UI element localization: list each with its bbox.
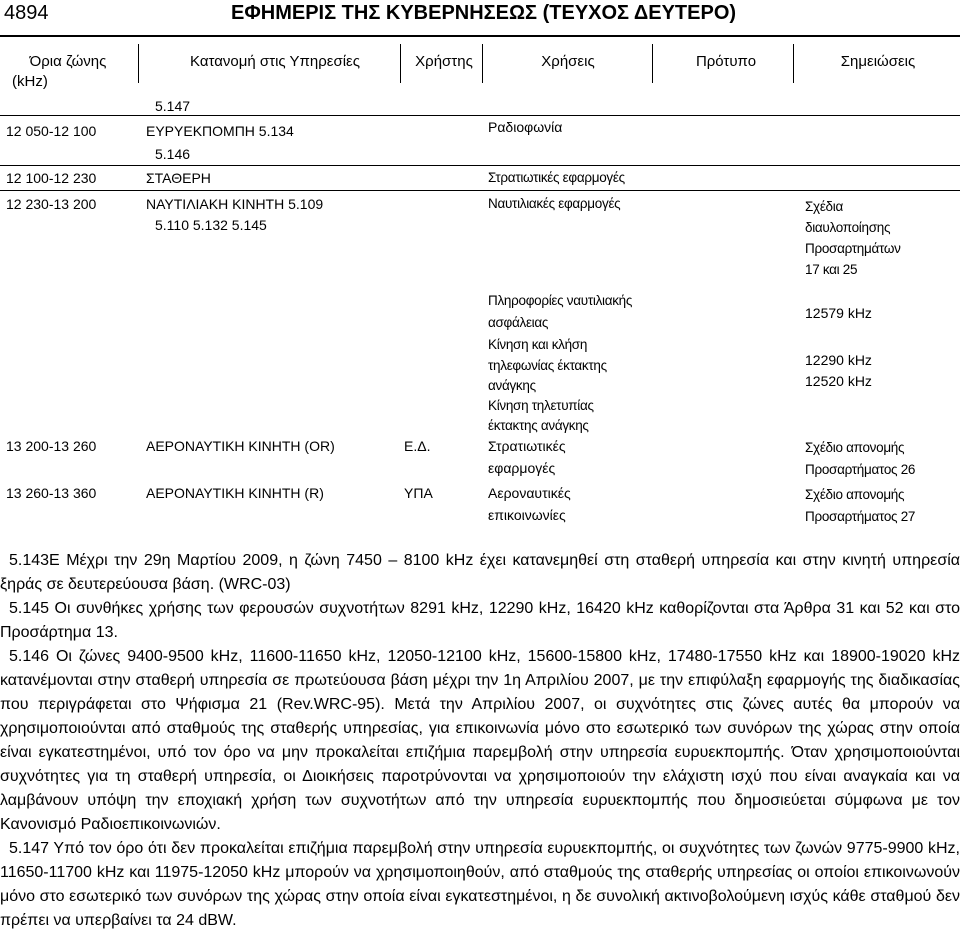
allocation-footnote: 5.146 (155, 146, 191, 162)
header-divider (793, 44, 794, 83)
column-header-band: Όρια ζώνης (kHz) (12, 53, 107, 90)
column-header-user: Χρήστης (415, 53, 473, 70)
use-description: επικοινωνίες (488, 507, 566, 523)
header-divider (482, 44, 483, 83)
use-description: ασφάλειας (488, 315, 549, 330)
use-description: έκτακτης ανάγκης (488, 418, 589, 433)
row-divider (0, 115, 960, 116)
frequency-note: 12520 kHz (805, 373, 872, 389)
footnote-5-143E: 5.143Ε Μέχρι την 29η Μαρτίου 2009, η ζώνη 7450 – 8100 kHz έχει κατανεμηθεί στη σταθερή υπηρεσία και στην κινητή υπηρεσία ξηράς σε δευτερεύουσα βάση. (WRC-03) (0, 552, 960, 593)
notes-cell: Προσαρτήματος 26 (805, 462, 916, 477)
column-header-standard: Πρότυπο (695, 53, 757, 70)
use-description: εφαρμογές (488, 460, 556, 476)
row-divider (0, 190, 960, 191)
use-description: Πληροφορίες ναυτιλιακής (488, 293, 633, 308)
header-divider (652, 44, 653, 83)
use-description: Στρατιωτικές (488, 438, 566, 454)
notes-cell: Σχέδιο απονομής (805, 440, 905, 455)
header-divider (138, 44, 139, 83)
row-divider (0, 165, 960, 166)
notes-cell: Σχέδια διαυλοποίησης Προσαρτημάτων 17 και 25 (805, 199, 901, 277)
use-description: Ναυτιλιακές εφαρμογές (488, 196, 621, 211)
use-description: ανάγκης (488, 378, 536, 393)
band-range: 12 230-13 200 (6, 196, 97, 212)
gazette-title: ΕΦΗΜΕΡΙΣ ΤΗΣ ΚΥΒΕΡΝΗΣΕΩΣ (ΤΕΥΧΟΣ ΔΕΥΤΕΡΟ) (231, 2, 737, 24)
frequency-allocation-table (0, 44, 960, 534)
use-description: Κίνηση τηλετυπίας (488, 398, 594, 413)
page-header (0, 0, 960, 32)
use-description: Αεροναυτικές (488, 485, 571, 501)
footnotes-section (0, 549, 960, 933)
user-entity: Ε.Δ. (404, 438, 431, 454)
band-range: 13 260-13 360 (6, 485, 97, 501)
allocation-footnote: 5.110 5.132 5.145 (155, 217, 267, 233)
header-rule (0, 35, 960, 37)
use-description: Κίνηση και κλήση (488, 337, 588, 352)
footnote-5-145: 5.145 Οι συνθήκες χρήσης των φερουσών συχνοτήτων 8291 kHz, 12290 kHz, 16420 kHz καθορίζονται στα Άρθρα 31 και 52 και στο Προσάρτημα 13. (0, 600, 960, 641)
band-range: 12 050-12 100 (6, 123, 97, 139)
column-header-uses: Χρήσεις (541, 53, 595, 70)
frequency-note: 12579 kHz (805, 305, 872, 321)
notes-cell: Προσαρτήματος 27 (805, 509, 916, 524)
page-number: 4894 (4, 2, 49, 24)
allocation-footnote: 5.147 (155, 98, 191, 114)
allocation-service: ΑΕΡΟΝΑΥΤΙΚΗ ΚΙΝΗΤΗ (OR) (146, 438, 335, 454)
band-range: 12 100-12 230 (6, 170, 97, 186)
user-entity: ΥΠΑ (404, 485, 433, 501)
footnote-5-146: 5.146 Οι ζώνες 9400-9500 kHz, 11600-11650 kHz, 12050-12100 kHz, 15600-15800 kHz, 17480-17550 kHz και 18900-19020 kHz κατανέμονται στην σταθερή υπηρεσία σε πρωτεύουσα βάση μέχρι την 1η Απριλίου 2007, με την επιφύλαξη εφαρμογής της διαδικασίας που περιγράφεται στο Ψήφισμα 21 (Rev.WRC-95). Μετά την Απριλίου 2007, οι συχνότητες στις ζώνες αυτές θα μπορούν να χρησιμοποιούνται από σταθμούς της σταθερής υπηρεσίας, για επικοινωνία μόνο στο εσωτερικό των συνόρων της χώρας στην οποία είναι εγκατεστημένοι, υπό τον όρο να μην προκαλείται επιζήμια παρεμβολή στην υπηρεσία ευρυεκπομπής. Όταν χρησιμοποιούνται συχνότητες για τη σταθερή υπηρεσία, οι Διοικήσεις παροτρύνονται να χρησιμοποιούν την ελάχιστη ισχύ που είναι αναγκαία και να λαμβάνουν υπόψη την εποχιακή χρήση των συχνοτήτων από την υπηρεσία ευρυεκπομπής που δημοσιεύεται σύμφωνα με τον Κανονισμό Ραδιοεπικοινωνιών. (0, 648, 960, 833)
use-description: Στρατιωτικές εφαρμογές (488, 170, 625, 185)
notes-cell: Σχέδιο απονομής (805, 487, 905, 502)
allocation-service: ΣΤΑΘΕΡΗ (146, 170, 211, 186)
band-range: 13 200-13 260 (6, 438, 97, 454)
allocation-service: ΑΕΡΟΝΑΥΤΙΚΗ ΚΙΝΗΤΗ (R) (146, 485, 324, 501)
column-header-notes: Σημειώσεις (840, 53, 916, 70)
frequency-note: 12290 kHz (805, 352, 872, 368)
use-description: Ραδιοφωνία (488, 119, 563, 135)
header-divider (400, 44, 401, 83)
allocation-service: ΝΑΥΤΙΛΙΑΚΗ ΚΙΝΗΤΗ 5.109 (146, 196, 324, 212)
allocation-service: ΕΥΡΥΕΚΠΟΜΠΗ 5.134 (146, 123, 294, 139)
use-description: τηλεφωνίας έκτακτης (488, 358, 607, 373)
column-header-allocation: Κατανομή στις Υπηρεσίες (190, 53, 360, 70)
footnote-5-147: 5.147 Υπό τον όρο ότι δεν προκαλείται επιζήμια παρεμβολή στην υπηρεσία ευρυεκπομπής, οι συχνότητες των ζωνών 9775-9900 kHz, 11650-11700 kHz και 11975-12050 kHz μπορούν να χρησιμοποιηθούν, από σταθμούς της σταθερής υπηρεσίας οι οποίοι επικοινωνούν μόνο στο εσωτερικό των συνόρων της χώρας στην οποία είναι εγκατεστημένοι, η δε συνολική ακτινοβολούμενη ισχύς κάθε σταθμού δεν πρέπει να υπερβαίνει τα 24 dBW. (0, 840, 960, 929)
